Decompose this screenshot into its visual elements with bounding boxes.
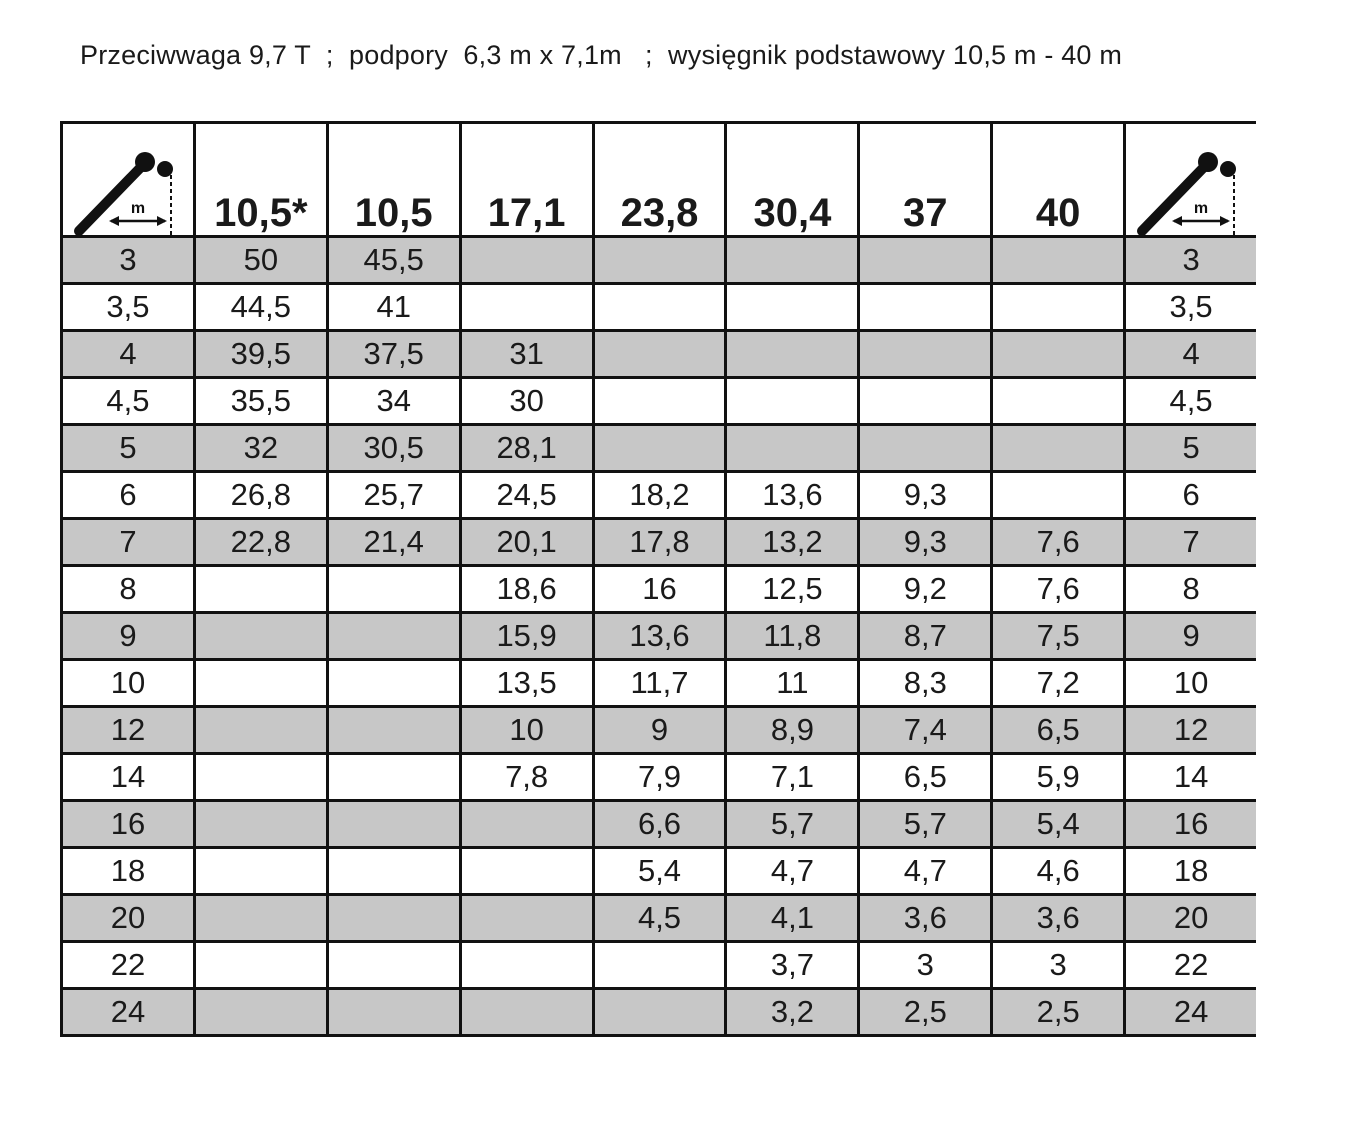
- capacity-cell: [327, 942, 460, 989]
- capacity-cell: [194, 707, 327, 754]
- radius-cell-right: 22: [1125, 942, 1256, 989]
- capacity-cell: 4,7: [859, 848, 992, 895]
- capacity-cell: 6,6: [593, 801, 726, 848]
- load-chart-table: [60, 121, 1256, 1037]
- capacity-cell: 4,7: [726, 848, 859, 895]
- capacity-cell: [194, 613, 327, 660]
- capacity-cell: 9,3: [859, 472, 992, 519]
- capacity-cell: [859, 425, 992, 472]
- capacity-cell: 18,6: [460, 566, 593, 613]
- radius-cell-right: 4,5: [1125, 378, 1256, 425]
- capacity-cell: 45,5: [327, 237, 460, 284]
- capacity-cell: 16: [593, 566, 726, 613]
- header-radius-left: [62, 123, 195, 237]
- radius-cell-right: 5: [1125, 425, 1256, 472]
- capacity-cell: [992, 472, 1125, 519]
- capacity-cell: [992, 284, 1125, 331]
- capacity-cell: 22,8: [194, 519, 327, 566]
- radius-cell-left: 6: [62, 472, 195, 519]
- capacity-cell: [460, 284, 593, 331]
- capacity-cell: 2,5: [992, 989, 1125, 1036]
- radius-cell-right: 12: [1125, 707, 1256, 754]
- capacity-cell: 7,6: [992, 566, 1125, 613]
- capacity-cell: 3,6: [859, 895, 992, 942]
- capacity-cell: 13,5: [460, 660, 593, 707]
- capacity-cell: [194, 989, 327, 1036]
- capacity-cell: 4,5: [593, 895, 726, 942]
- capacity-cell: [593, 237, 726, 284]
- page-title: Przeciwwaga 9,7 T ; podpory 6,3 m x 7,1m ; wysięgnik podstawowy 10,5 m - 40 m: [80, 40, 1123, 70]
- capacity-cell: [593, 942, 726, 989]
- radius-cell-left: 22: [62, 942, 195, 989]
- boom-radius-icon: [1136, 135, 1246, 235]
- capacity-cell: 18,2: [593, 472, 726, 519]
- capacity-cell: 3: [992, 942, 1125, 989]
- capacity-cell: 8,7: [859, 613, 992, 660]
- capacity-cell: 7,5: [992, 613, 1125, 660]
- radius-cell-left: 8: [62, 566, 195, 613]
- capacity-cell: 25,7: [327, 472, 460, 519]
- radius-cell-left: 12: [62, 707, 195, 754]
- capacity-cell: 6,5: [992, 707, 1125, 754]
- capacity-cell: 10: [460, 707, 593, 754]
- capacity-cell: [327, 801, 460, 848]
- radius-cell-left: 10: [62, 660, 195, 707]
- capacity-cell: 21,4: [327, 519, 460, 566]
- radius-cell-left: 7: [62, 519, 195, 566]
- capacity-cell: [593, 425, 726, 472]
- table-body: [62, 237, 1257, 1036]
- header-boom-length: 10,5*: [194, 123, 327, 237]
- capacity-cell: [726, 378, 859, 425]
- capacity-cell: 34: [327, 378, 460, 425]
- capacity-cell: [327, 848, 460, 895]
- icon-unit-label: m: [130, 200, 146, 217]
- capacity-cell: 13,6: [726, 472, 859, 519]
- radius-cell-left: 9: [62, 613, 195, 660]
- capacity-cell: 12,5: [726, 566, 859, 613]
- capacity-cell: [194, 942, 327, 989]
- table-row: [62, 989, 1257, 1036]
- capacity-cell: 7,2: [992, 660, 1125, 707]
- table-row: [62, 519, 1257, 566]
- capacity-cell: [327, 895, 460, 942]
- capacity-cell: [859, 237, 992, 284]
- capacity-cell: 5,4: [992, 801, 1125, 848]
- capacity-cell: [726, 284, 859, 331]
- capacity-cell: 4,1: [726, 895, 859, 942]
- capacity-cell: 13,6: [593, 613, 726, 660]
- capacity-cell: [593, 378, 726, 425]
- radius-cell-left: 18: [62, 848, 195, 895]
- radius-cell-right: 6: [1125, 472, 1256, 519]
- table-row: [62, 707, 1257, 754]
- radius-cell-left: 20: [62, 895, 195, 942]
- table-row: [62, 942, 1257, 989]
- capacity-cell: [327, 754, 460, 801]
- table-row: [62, 284, 1257, 331]
- capacity-cell: 31: [460, 331, 593, 378]
- header-boom-length: 30,4: [726, 123, 859, 237]
- capacity-cell: 30: [460, 378, 593, 425]
- capacity-cell: 7,6: [992, 519, 1125, 566]
- capacity-cell: [992, 378, 1125, 425]
- header-radius-right: [1125, 123, 1256, 237]
- radius-cell-left: 3,5: [62, 284, 195, 331]
- capacity-cell: [859, 284, 992, 331]
- capacity-cell: 20,1: [460, 519, 593, 566]
- radius-cell-right: 20: [1125, 895, 1256, 942]
- capacity-cell: [460, 237, 593, 284]
- radius-cell-left: 4: [62, 331, 195, 378]
- capacity-cell: [726, 331, 859, 378]
- capacity-cell: [460, 801, 593, 848]
- radius-cell-right: 9: [1125, 613, 1256, 660]
- capacity-cell: 28,1: [460, 425, 593, 472]
- capacity-cell: 44,5: [194, 284, 327, 331]
- capacity-cell: [726, 237, 859, 284]
- capacity-cell: [460, 895, 593, 942]
- radius-cell-left: 24: [62, 989, 195, 1036]
- capacity-cell: 3,6: [992, 895, 1125, 942]
- capacity-cell: 26,8: [194, 472, 327, 519]
- capacity-cell: 15,9: [460, 613, 593, 660]
- capacity-cell: [593, 284, 726, 331]
- table-row: [62, 848, 1257, 895]
- capacity-cell: 2,5: [859, 989, 992, 1036]
- radius-cell-right: 8: [1125, 566, 1256, 613]
- capacity-cell: 6,5: [859, 754, 992, 801]
- capacity-cell: 35,5: [194, 378, 327, 425]
- capacity-cell: [194, 895, 327, 942]
- capacity-cell: [194, 660, 327, 707]
- capacity-cell: 9,3: [859, 519, 992, 566]
- radius-cell-left: 16: [62, 801, 195, 848]
- capacity-cell: 30,5: [327, 425, 460, 472]
- table-row: [62, 472, 1257, 519]
- capacity-cell: 9: [593, 707, 726, 754]
- capacity-cell: [194, 801, 327, 848]
- capacity-cell: 32: [194, 425, 327, 472]
- radius-cell-left: 14: [62, 754, 195, 801]
- table-row: [62, 378, 1257, 425]
- table-row: [62, 331, 1257, 378]
- header-boom-length: 23,8: [593, 123, 726, 237]
- capacity-cell: [327, 989, 460, 1036]
- capacity-cell: 37,5: [327, 331, 460, 378]
- capacity-cell: 8,3: [859, 660, 992, 707]
- header-boom-length: 10,5: [327, 123, 460, 237]
- capacity-cell: 7,9: [593, 754, 726, 801]
- capacity-cell: [194, 566, 327, 613]
- radius-cell-right: 4: [1125, 331, 1256, 378]
- radius-cell-right: 14: [1125, 754, 1256, 801]
- table-row: [62, 660, 1257, 707]
- load-chart-table-container: [60, 121, 1256, 1081]
- boom-radius-icon: [73, 135, 183, 235]
- capacity-cell: 3: [859, 942, 992, 989]
- capacity-cell: [460, 989, 593, 1036]
- capacity-cell: 5,4: [593, 848, 726, 895]
- header-boom-length: 40: [992, 123, 1125, 237]
- capacity-cell: [327, 707, 460, 754]
- capacity-cell: 11: [726, 660, 859, 707]
- capacity-cell: 50: [194, 237, 327, 284]
- capacity-cell: [593, 989, 726, 1036]
- capacity-cell: [460, 848, 593, 895]
- capacity-cell: 5,9: [992, 754, 1125, 801]
- capacity-cell: [726, 425, 859, 472]
- capacity-cell: 8,9: [726, 707, 859, 754]
- radius-cell-right: 3,5: [1125, 284, 1256, 331]
- capacity-cell: [194, 848, 327, 895]
- table-row: [62, 566, 1257, 613]
- capacity-cell: 13,2: [726, 519, 859, 566]
- capacity-cell: 39,5: [194, 331, 327, 378]
- icon-unit-label: m: [1193, 200, 1209, 217]
- header-boom-length: 37: [859, 123, 992, 237]
- capacity-cell: [327, 660, 460, 707]
- capacity-cell: [859, 331, 992, 378]
- capacity-cell: [593, 331, 726, 378]
- radius-cell-right: 16: [1125, 801, 1256, 848]
- capacity-cell: 5,7: [859, 801, 992, 848]
- capacity-cell: [460, 942, 593, 989]
- capacity-cell: [992, 331, 1125, 378]
- capacity-cell: [859, 378, 992, 425]
- capacity-cell: [992, 425, 1125, 472]
- table-row: [62, 425, 1257, 472]
- capacity-cell: 9,2: [859, 566, 992, 613]
- radius-cell-right: 10: [1125, 660, 1256, 707]
- capacity-cell: 11,7: [593, 660, 726, 707]
- header-boom-length: 17,1: [460, 123, 593, 237]
- capacity-cell: 7,1: [726, 754, 859, 801]
- radius-cell-left: 3: [62, 237, 195, 284]
- capacity-cell: [327, 566, 460, 613]
- header-row: [62, 123, 1257, 237]
- table-row: [62, 754, 1257, 801]
- table-row: [62, 237, 1257, 284]
- capacity-cell: 11,8: [726, 613, 859, 660]
- radius-cell-right: 3: [1125, 237, 1256, 284]
- table-row: [62, 895, 1257, 942]
- table-row: [62, 801, 1257, 848]
- capacity-cell: 3,7: [726, 942, 859, 989]
- capacity-cell: 7,4: [859, 707, 992, 754]
- radius-cell-right: 7: [1125, 519, 1256, 566]
- capacity-cell: 24,5: [460, 472, 593, 519]
- capacity-cell: [327, 613, 460, 660]
- capacity-cell: 7,8: [460, 754, 593, 801]
- capacity-cell: 4,6: [992, 848, 1125, 895]
- capacity-cell: 5,7: [726, 801, 859, 848]
- capacity-cell: 17,8: [593, 519, 726, 566]
- radius-cell-left: 5: [62, 425, 195, 472]
- capacity-cell: [194, 754, 327, 801]
- capacity-cell: 41: [327, 284, 460, 331]
- radius-cell-right: 18: [1125, 848, 1256, 895]
- capacity-cell: [992, 237, 1125, 284]
- capacity-cell: 3,2: [726, 989, 859, 1036]
- radius-cell-right: 24: [1125, 989, 1256, 1036]
- table-row: [62, 613, 1257, 660]
- radius-cell-left: 4,5: [62, 378, 195, 425]
